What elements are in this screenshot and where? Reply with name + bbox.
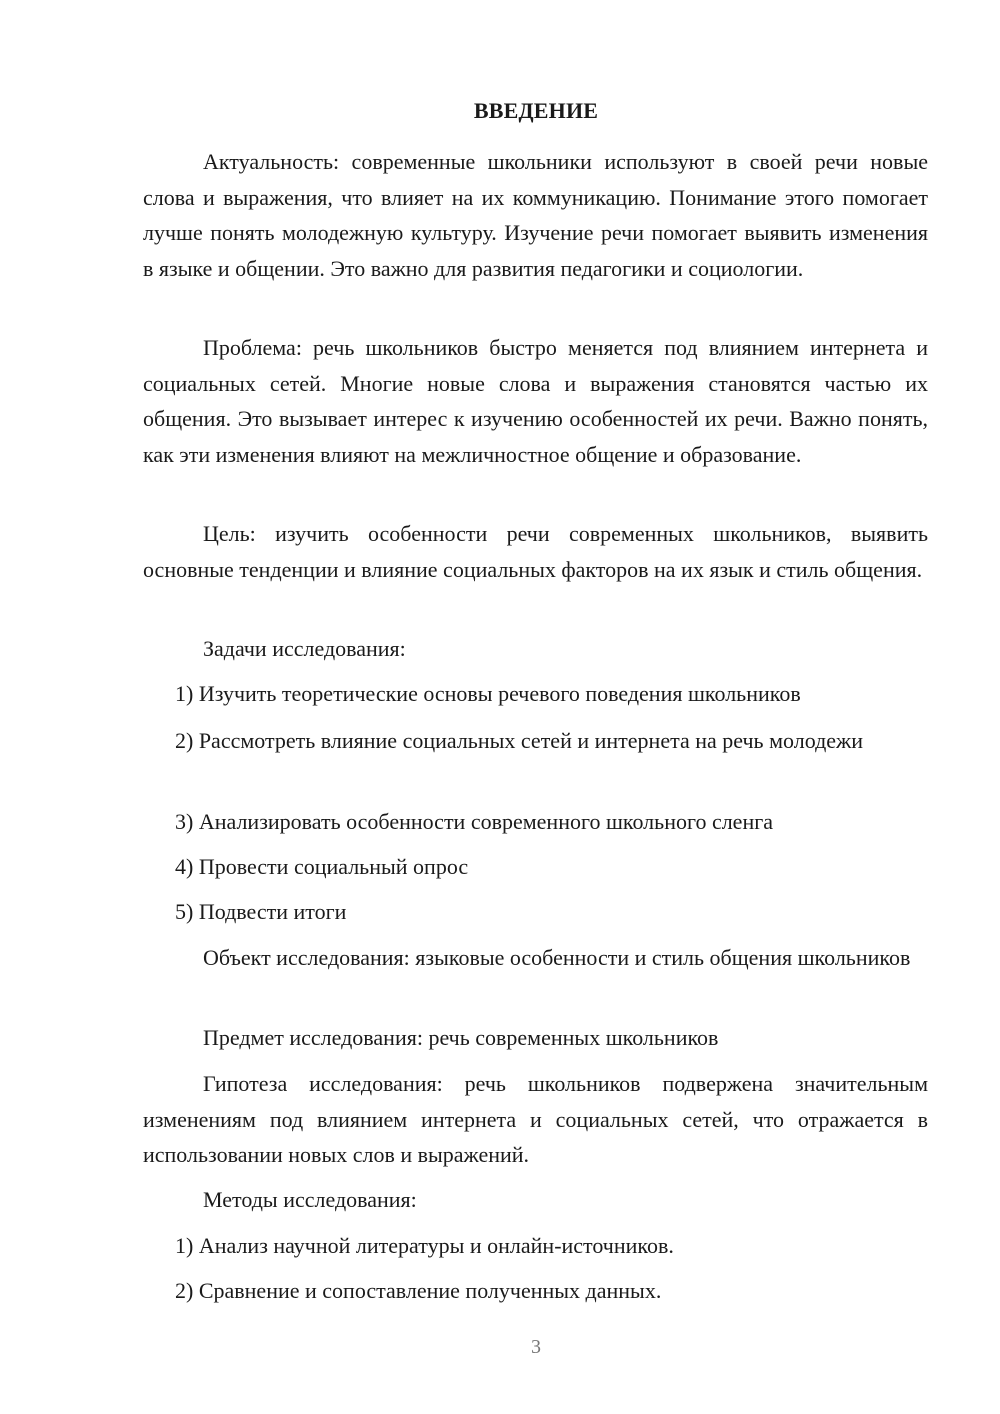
goal-paragraph: Цель: изучить особенности речи современных школьников, выявить основные тенденции и влияние социальных факторов на их язык и стиль общения.	[143, 521, 928, 582]
method-item-1: 1) Анализ научной литературы и онлайн-источников.	[175, 1233, 674, 1258]
hypothesis-paragraph: Гипотеза исследования: речь школьников подвержена значительным изменениям под влиянием интернета и социальных сетей, что отражается в использовании новых слов и выражений.	[143, 1071, 928, 1167]
methods-title: Методы исследования:	[203, 1187, 417, 1212]
task-item-2: 2) Рассмотреть влияние социальных сетей и интернета на речь молодежи	[175, 728, 863, 753]
method-item-2: 2) Сравнение и сопоставление полученных данных.	[175, 1278, 662, 1303]
tasks-title: Задачи исследования:	[203, 636, 406, 661]
relevance-paragraph: Актуальность: современные школьники используют в своей речи новые слова и выражения, что влияет на их коммуникацию. Понимание этого помогает лучше понять молодежную культуру. Изучение речи помогает выявить изменения в языке и общении. Это важно для развития педагогики и социологии.	[143, 149, 928, 281]
task-item-3: 3) Анализировать особенности современного школьного сленга	[175, 809, 774, 834]
problem-paragraph: Проблема: речь школьников быстро меняется под влиянием интернета и социальных сетей. Многие новые слова и выражения становятся частью их общения. Это вызывает интерес к изучению особенностей их речи. Важно понять, как эти изменения влияют на межличностное общение и образование.	[143, 335, 928, 467]
task-item-1: 1) Изучить теоретические основы речевого поведения школьников	[175, 681, 801, 706]
object-paragraph: Объект исследования: языковые особенности и стиль общения школьников	[203, 945, 911, 970]
subject-paragraph: Предмет исследования: речь современных школьников	[203, 1025, 719, 1050]
task-item-5: 5) Подвести итоги	[175, 899, 347, 924]
section-heading: ВВЕДЕНИЕ	[473, 98, 599, 123]
task-item-4: 4) Провести социальный опрос	[175, 854, 469, 879]
page-number: 3	[531, 1336, 541, 1358]
